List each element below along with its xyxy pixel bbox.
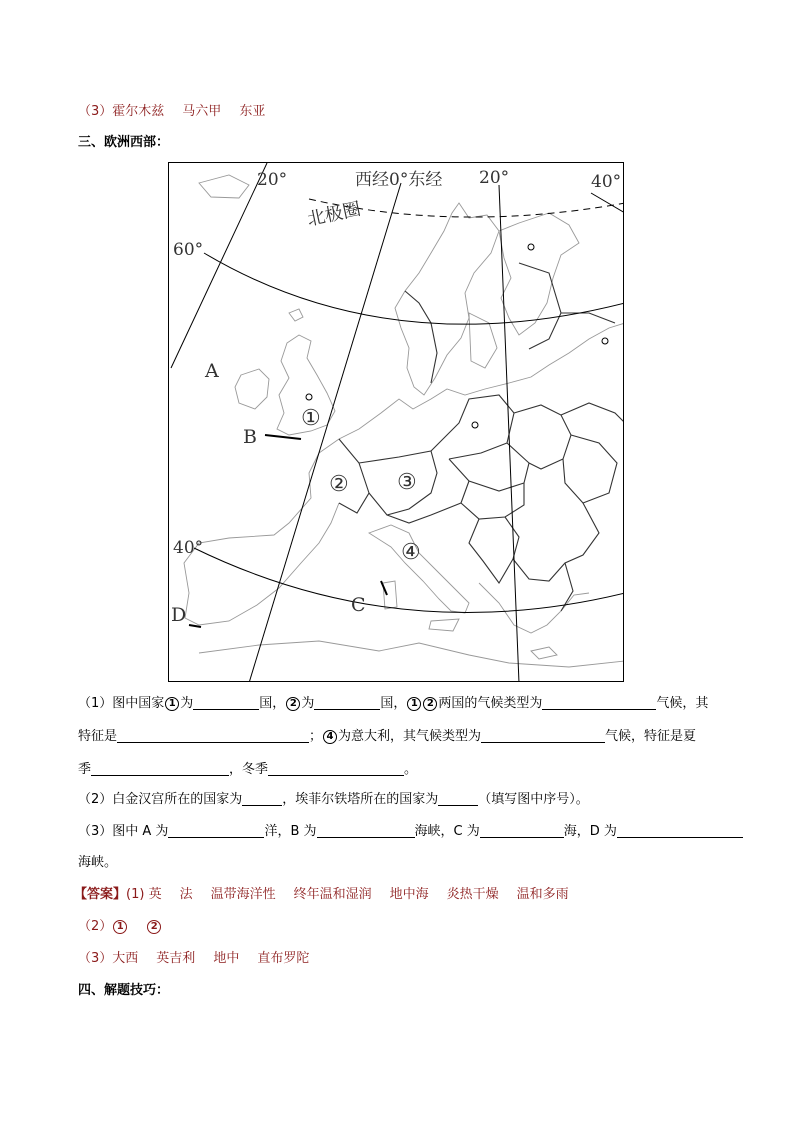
graticule bbox=[171, 163, 624, 682]
answer-circled-number: 2 bbox=[147, 920, 161, 934]
section-3-heading: 三、欧洲西部： bbox=[78, 135, 170, 150]
answer-blank[interactable] bbox=[268, 761, 404, 776]
question-1-line-1 bbox=[78, 694, 708, 714]
circled-number: 2 bbox=[286, 697, 300, 711]
label-country-4: ④ bbox=[401, 540, 421, 565]
question-3-line-2: 海峡。 bbox=[78, 855, 118, 870]
q3-text: 洋，B 为 bbox=[264, 824, 317, 839]
answer-blank[interactable] bbox=[438, 791, 478, 806]
q3-text: 海，D 为 bbox=[563, 824, 617, 839]
capitals bbox=[306, 244, 608, 428]
circled-number: 4 bbox=[323, 730, 337, 744]
question-1-line-3 bbox=[78, 760, 417, 780]
q1-text: 为意大利，其气候类型为 bbox=[338, 729, 482, 744]
coastlines bbox=[184, 175, 624, 667]
prev-answer-item: 东亚 bbox=[239, 104, 266, 119]
q2-text: （填写图中序号）。 bbox=[478, 792, 589, 807]
answer-label: (1) bbox=[126, 887, 149, 902]
meridian-0 bbox=[249, 183, 401, 682]
label-lat-60: 60° bbox=[173, 240, 204, 260]
label-strait-b: B bbox=[243, 426, 257, 448]
q1-text: （1）图中国家 bbox=[78, 696, 165, 711]
answer-item: 炎热干燥 bbox=[446, 887, 499, 902]
q1-text: 季 bbox=[78, 762, 92, 777]
q3-text: 海峡，C 为 bbox=[414, 824, 480, 839]
label-sea-c: C bbox=[351, 594, 366, 616]
label-ocean-a: A bbox=[205, 360, 219, 382]
q2-text: （2）白金汉宫所在的国家为 bbox=[78, 792, 243, 807]
country-borders bbox=[339, 263, 624, 611]
circled-number: 2 bbox=[423, 697, 437, 711]
map-drawing bbox=[169, 163, 624, 682]
prev-answer-label: （3） bbox=[78, 104, 113, 119]
q1-text: ，冬季 bbox=[229, 762, 269, 777]
circled-number: 1 bbox=[165, 697, 179, 711]
q1-text: 国， bbox=[380, 696, 407, 711]
answer-item: 终年温和湿润 bbox=[293, 887, 372, 902]
prev-answer-item: 霍尔木兹 bbox=[112, 104, 165, 119]
label-strait-d: D bbox=[171, 604, 187, 626]
label-country-2: ② bbox=[329, 472, 349, 497]
label-country-1: ① bbox=[301, 406, 321, 431]
label-meridian-0: 西经0°东经 bbox=[355, 170, 443, 190]
label-lat-40: 40° bbox=[173, 538, 204, 558]
q3-text: （3）图中 A 为 bbox=[78, 824, 169, 839]
question-3-line-1 bbox=[78, 822, 743, 842]
answer-blank[interactable] bbox=[91, 761, 229, 776]
answer-blank[interactable] bbox=[168, 823, 264, 838]
q1-text: 气候，特征是夏 bbox=[605, 729, 697, 744]
prev-answer-line bbox=[78, 102, 265, 122]
answer-blank[interactable] bbox=[480, 823, 564, 838]
answer-tag: 【答案】 bbox=[74, 887, 127, 902]
answer-blank[interactable] bbox=[542, 695, 656, 710]
q1-text: 。 bbox=[404, 762, 418, 777]
answer-label: （2） bbox=[78, 919, 113, 934]
label-country-3: ③ bbox=[397, 470, 417, 495]
label-arctic-circle: 北极圈 bbox=[305, 198, 363, 231]
answer-item: 地中海 bbox=[389, 887, 429, 902]
answer-line-2 bbox=[78, 917, 162, 937]
circled-number: 1 bbox=[407, 697, 421, 711]
answer-item: 大西 bbox=[112, 951, 139, 966]
meridian-e40 bbox=[591, 193, 624, 213]
answer-item: 直布罗陀 bbox=[257, 951, 310, 966]
answer-item: 地中 bbox=[213, 951, 240, 966]
prev-answer-item: 马六甲 bbox=[182, 104, 222, 119]
q1-text: 为 bbox=[180, 696, 194, 711]
answer-line-3 bbox=[78, 949, 309, 969]
answer-item: 英 bbox=[148, 887, 162, 902]
q1-text: 为 bbox=[301, 696, 315, 711]
question-1-line-2 bbox=[78, 727, 696, 747]
answer-blank[interactable] bbox=[193, 695, 259, 710]
europe-west-map bbox=[168, 162, 624, 682]
answer-item: 英吉利 bbox=[156, 951, 196, 966]
answer-blank[interactable] bbox=[117, 728, 309, 743]
question-2 bbox=[78, 790, 589, 810]
label-lon-w20: 20° bbox=[257, 170, 288, 190]
answer-blank[interactable] bbox=[242, 791, 282, 806]
q1-text: ； bbox=[309, 729, 323, 744]
answer-item: 法 bbox=[179, 887, 193, 902]
q1-text: 国， bbox=[259, 696, 286, 711]
answer-blank[interactable] bbox=[317, 823, 415, 838]
answer-circled-number: 1 bbox=[113, 920, 127, 934]
answer-line-1 bbox=[74, 885, 569, 905]
label-lon-e40: 40° bbox=[591, 172, 622, 192]
answer-item: 温和多雨 bbox=[516, 887, 569, 902]
strait-b-marker bbox=[265, 435, 301, 439]
answer-item: 温带海洋性 bbox=[210, 887, 276, 902]
answer-blank[interactable] bbox=[481, 728, 605, 743]
answer-blank[interactable] bbox=[314, 695, 380, 710]
q1-text: 气候，其 bbox=[656, 696, 709, 711]
q1-text: 两国的气候类型为 bbox=[438, 696, 543, 711]
answer-label: （3） bbox=[78, 951, 113, 966]
meridian-w20 bbox=[171, 163, 267, 368]
q2-text: ，埃菲尔铁塔所在的国家为 bbox=[282, 792, 439, 807]
section-4-heading: 四、解题技巧： bbox=[78, 983, 170, 998]
label-lon-e20: 20° bbox=[479, 168, 510, 188]
q1-text: 特征是 bbox=[78, 729, 118, 744]
answer-blank[interactable] bbox=[617, 823, 743, 838]
